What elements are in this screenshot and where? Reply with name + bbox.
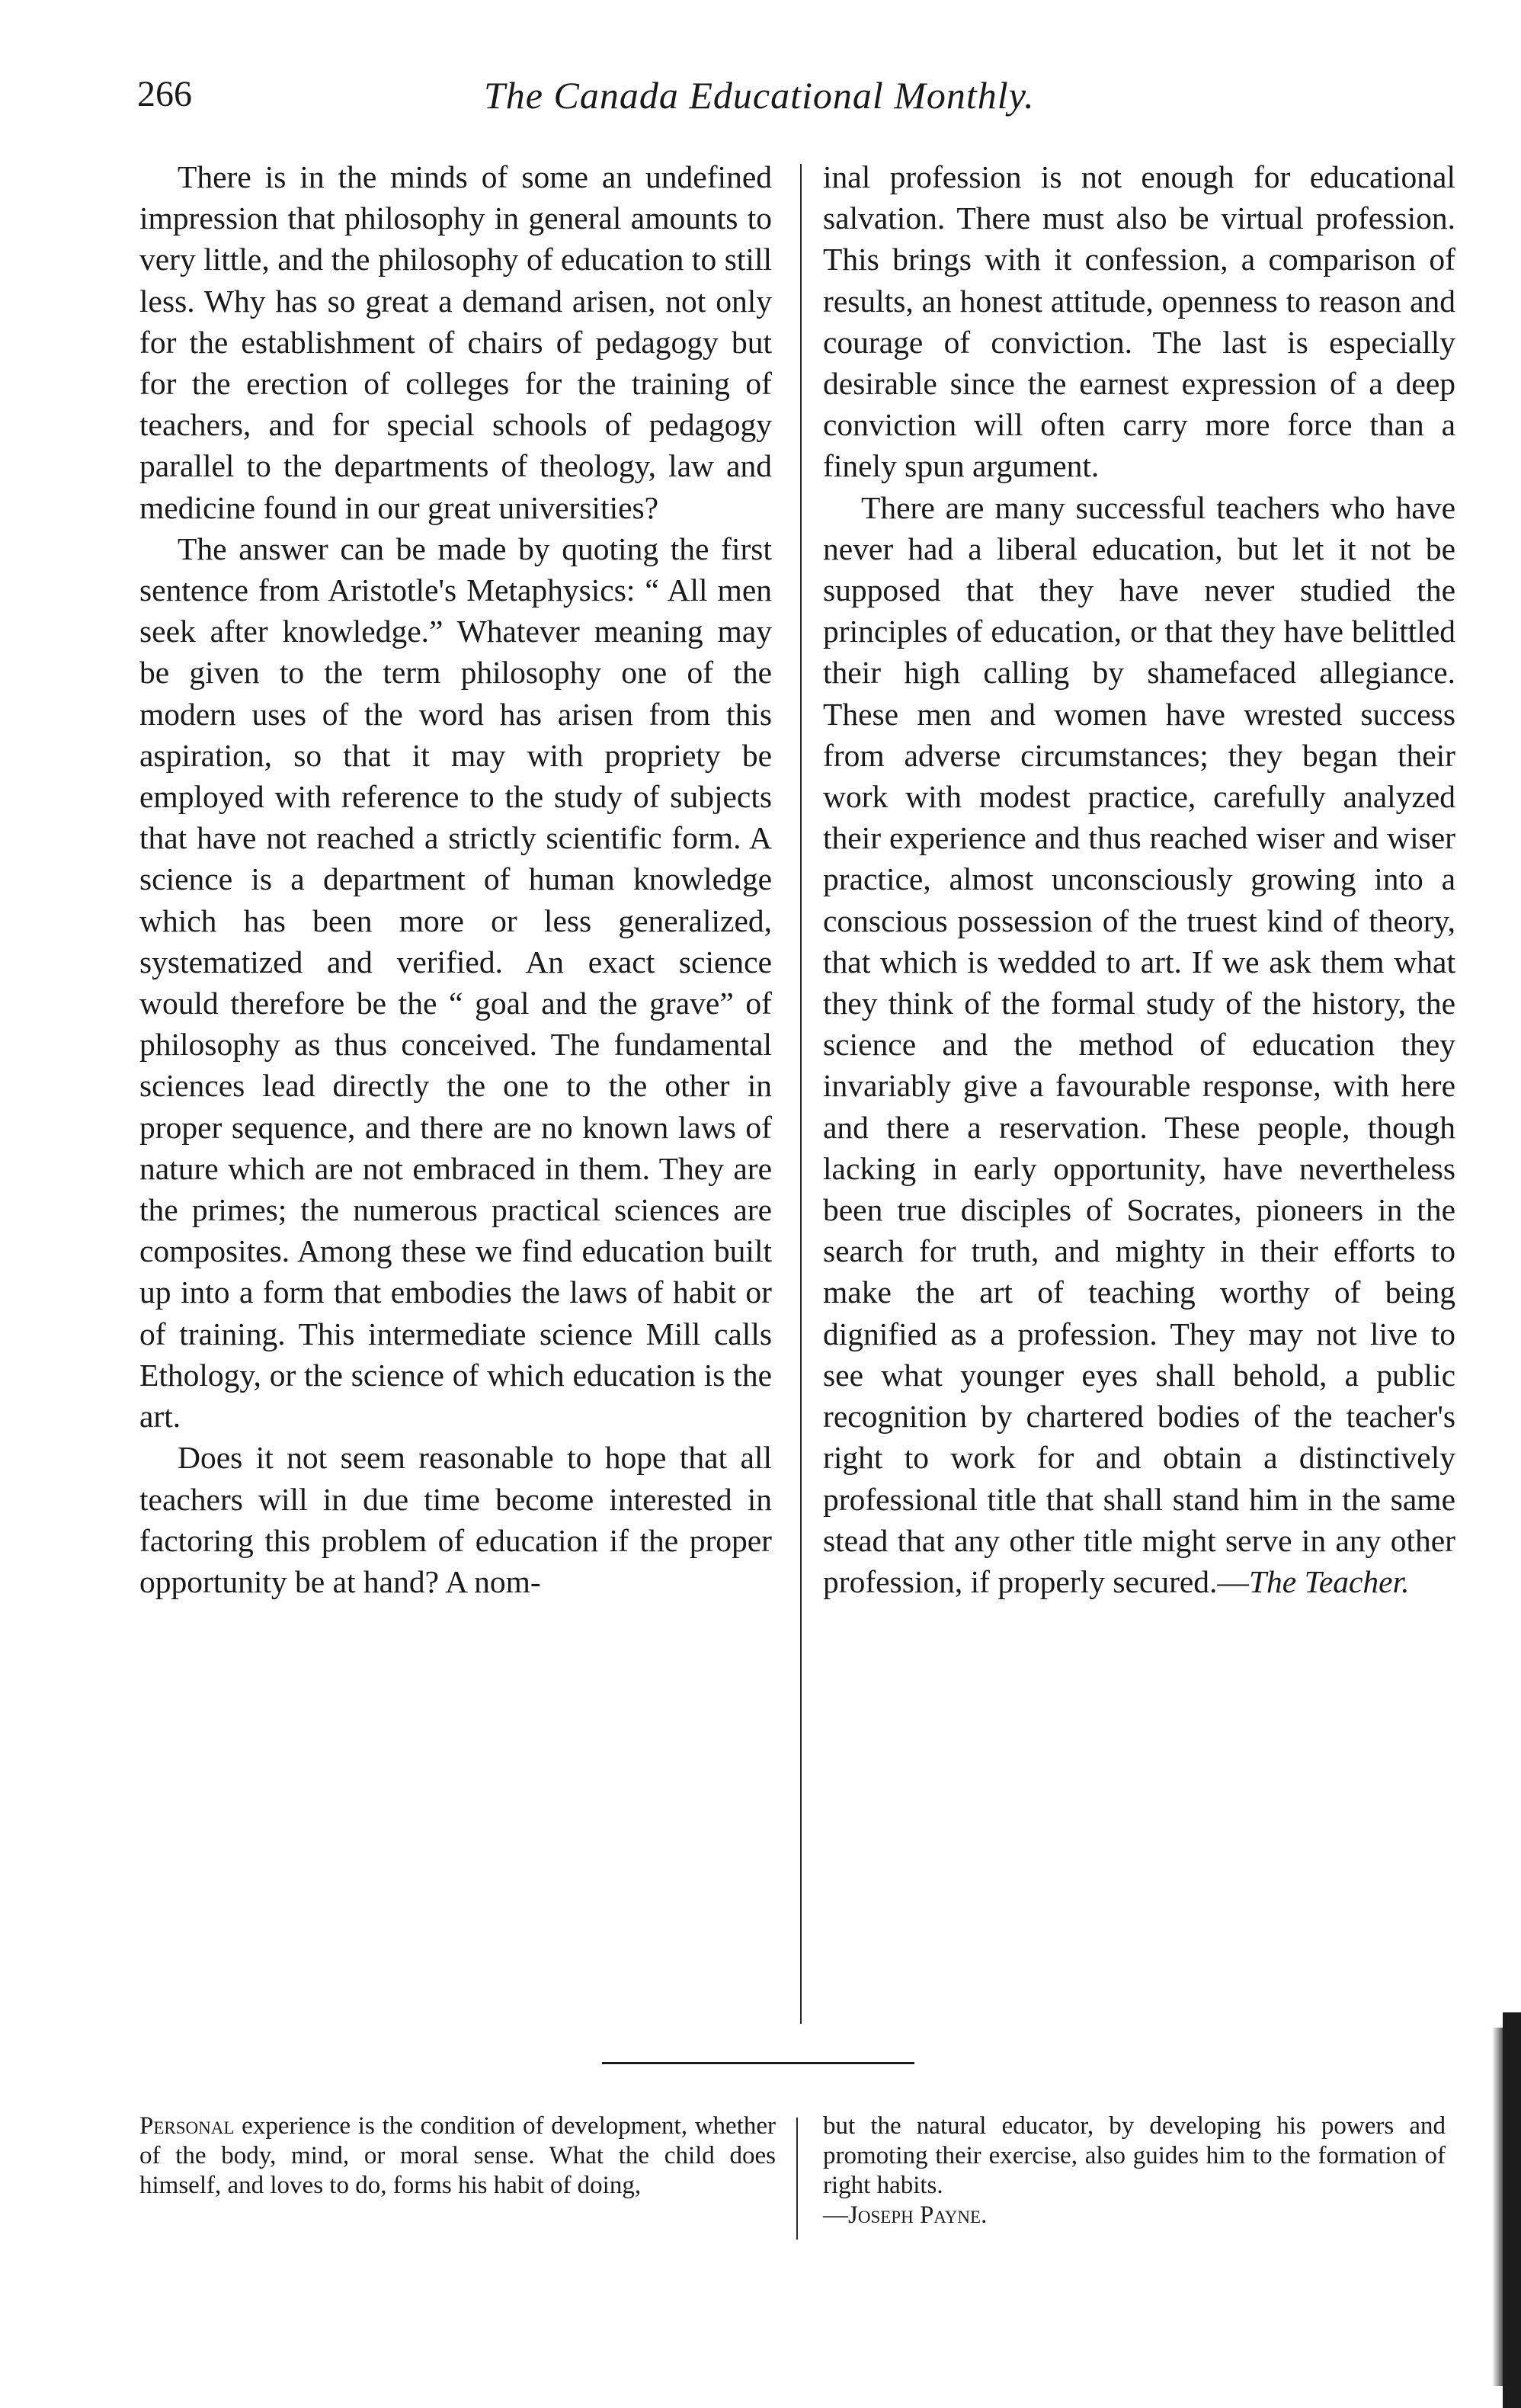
quote-column-rule [796, 2118, 798, 2240]
quote-left-column [139, 2111, 776, 2201]
paragraph: inal profession is not enough for educational salvation. There must also be virtual profession. This brings with it confession, a comparison of results, an honest attitude, openness to reason and courage of conviction. The last is especially desirable since the earnest expression of a deep conviction will often carry more force than a finely spun argument. [823, 159, 1455, 484]
quote-lead-word: Personal [139, 2112, 235, 2140]
quote-author: —Joseph Payne. [823, 2201, 988, 2229]
attribution: The Teacher. [1248, 1563, 1410, 1599]
paragraph [823, 487, 1455, 1602]
paragraph-text: There are many successful teachers who have never had a liberal education, but let it not be supposed that they have never studied the principles of education, or that they have belittled their high calling by shamefaced allegiance. These men and women have wrested success from adverse circumstances; they began their work with modest practice, carefully analyzed their experience and thus reached wiser and wiser practice, almost unconsciously growing into a conscious possession of the truest kind of theory, that which is wedded to art. If we ask them what they think of the formal study of the history, the science and the method of education they invariably give a favourable response, with here and there a reservation. These people, though lacking in early opportunity, have nevertheless been true disciples of Socrates, pioneers in the search for truth, and mighty in their efforts to make the art of teaching worthy of being dignified as a profession. They may not live to see what younger eyes shall behold, a public recognition by chartered bodies of the teacher's right to work for and obtain a distinctively professional title that shall stand him in the same stead that any other title might serve in any other profession, if properly secured.— [823, 489, 1455, 1599]
quote-right-column [823, 2111, 1446, 2230]
page-number: 266 [137, 74, 192, 114]
paragraph: The answer can be made by quoting the first sentence from Aristotle's Metaphysics: “ All men seek after knowledge.” Whatever meaning may be given to the term philosophy one of the modern uses of the word has arisen from this aspiration, so that it may with propriety be employed with reference to the study of subjects that have not reached a strictly scientific form. A science is a department of human knowledge which has been more or less generalized, systematized and verified. An exact science would therefore be the “ goal and the grave” of philosophy as thus conceived. The fundamental sciences lead directly the one to the other in proper sequence, and there are no known laws of nature which are not embraced in them. They are the primes; the numerous practical sciences are composites. Among these we find education built up into a form that embodies the laws of habit or of training. This intermediate science Mill calls Ethology, or the science of which education is the art. [139, 531, 772, 1435]
section-divider [602, 2062, 914, 2064]
page-edge-shadow [1492, 2028, 1503, 2386]
column-rule [800, 164, 802, 2024]
paragraph: Does it not seem reasonable to hope that all teachers will in due time become interested in factoring this problem of education if the proper opportunity be at hand? A nom- [139, 1440, 772, 1599]
quote-text: but the natural educator, by developing his powers and promoting their exercise, also guides him to the formation of right habits. [823, 2112, 1446, 2199]
page-edge-binding [1503, 2012, 1521, 2408]
footer-quote [139, 2111, 1450, 2264]
running-title: The Canada Educational Monthly. [484, 74, 1035, 117]
quote-text: experience is the condition of development, whether of the body, mind, or moral sense. What the child does himself, and loves to do, forms his habit of doing, [139, 2112, 776, 2199]
page-header [137, 73, 1158, 127]
paragraph: There is in the minds of some an undefined impression that philosophy in general amounts to very little, and the philosophy of education to still less. Why has so great a demand arisen, not only for the establishment of chairs of pedagogy but for the erection of colleges for the training of teachers, and for special schools of pedagogy parallel to the departments of theology, law and medicine found in our great universities? [139, 159, 772, 525]
article-right-column [823, 156, 1455, 1602]
article-left-column [139, 156, 772, 1602]
